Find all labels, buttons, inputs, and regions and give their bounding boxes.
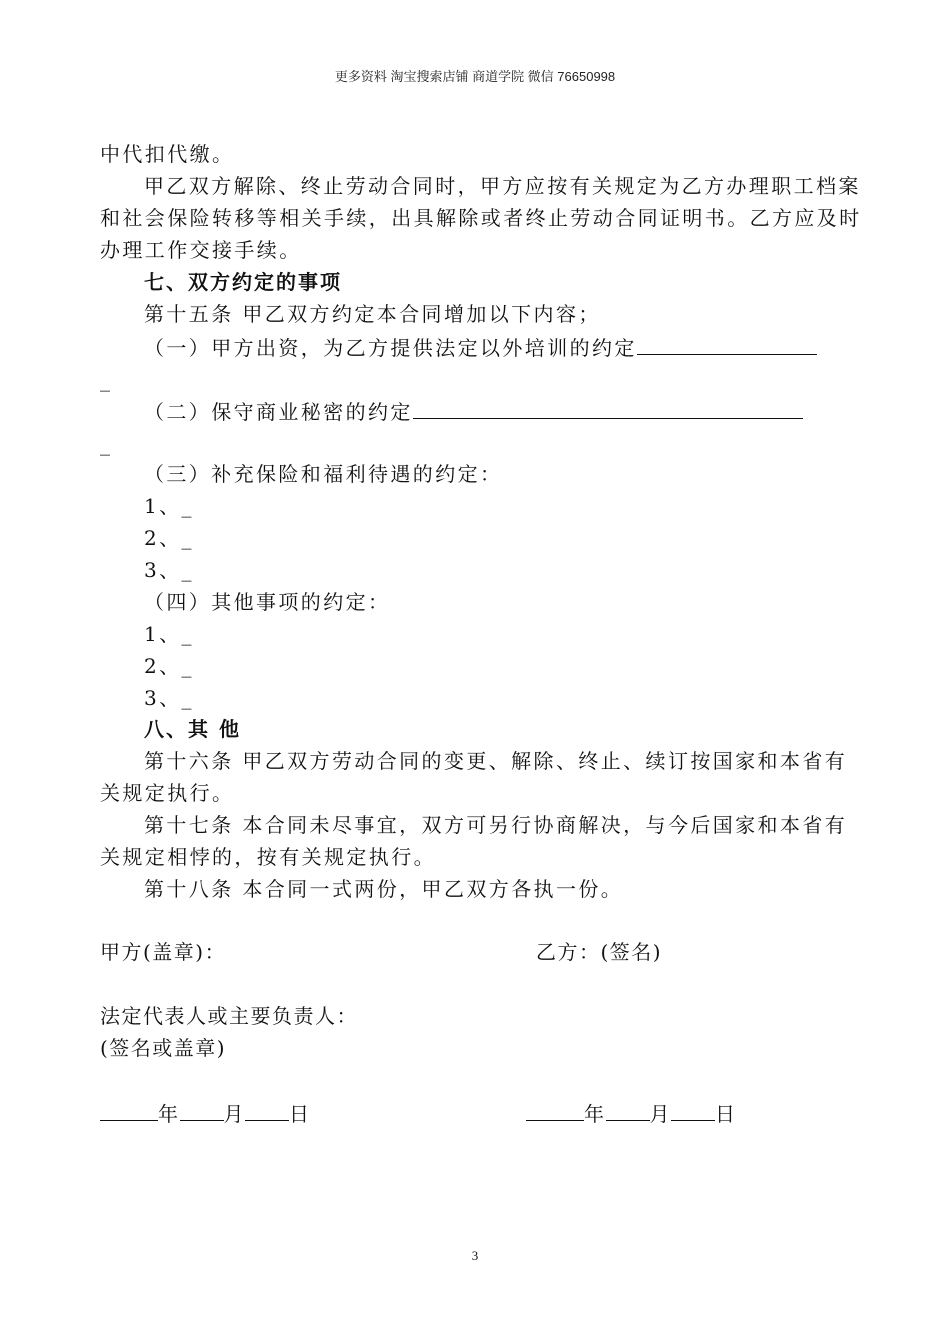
clause-2-text: （二）保守商业秘密的约定 bbox=[144, 400, 413, 424]
year-blank[interactable] bbox=[100, 1100, 158, 1121]
article-15: 第十五条 甲乙双方约定本合同增加以下内容； bbox=[144, 302, 601, 326]
fill-blank[interactable] bbox=[637, 334, 817, 355]
list-item: 3、_ bbox=[144, 686, 194, 710]
continuation-blank: _ bbox=[100, 368, 113, 392]
legal-rep-label: 法定代表人或主要负责人： bbox=[100, 1004, 358, 1028]
list-item: 1、_ bbox=[144, 622, 194, 646]
body-line: 中代扣代缴。 bbox=[100, 142, 235, 166]
article-18: 第十八条 本合同一式两份，甲乙双方各执一份。 bbox=[144, 877, 624, 901]
month-blank[interactable] bbox=[180, 1100, 224, 1121]
day-label: 日 bbox=[289, 1102, 311, 1126]
list-item: 1、_ bbox=[144, 494, 194, 518]
day-blank[interactable] bbox=[671, 1100, 715, 1121]
section-heading: 八、其 他 bbox=[144, 717, 241, 741]
article-17-cont: 关规定相悖的，按有关规定执行。 bbox=[100, 845, 436, 869]
list-item: 2、_ bbox=[144, 526, 194, 550]
fill-blank[interactable] bbox=[413, 398, 803, 419]
page-number: 3 bbox=[471, 1248, 479, 1263]
section-heading: 七、双方约定的事项 bbox=[144, 270, 342, 294]
month-label: 月 bbox=[649, 1102, 671, 1126]
list-item: 2、_ bbox=[144, 654, 194, 678]
body-line: 和社会保险转移等相关手续，出具解除或者终止劳动合同证明书。乙方应及时 bbox=[100, 206, 862, 230]
year-blank[interactable] bbox=[526, 1100, 584, 1121]
month-blank[interactable] bbox=[606, 1100, 650, 1121]
article-16: 第十六条 甲乙双方劳动合同的变更、解除、终止、续订按国家和本省有 bbox=[144, 749, 848, 773]
clause-2 bbox=[144, 398, 803, 424]
list-item: 3、_ bbox=[144, 558, 194, 582]
continuation-blank: _ bbox=[100, 432, 113, 456]
day-blank[interactable] bbox=[245, 1100, 289, 1121]
party-a-label: 甲方(盖章)： bbox=[100, 940, 227, 964]
clause-4: （四）其他事项的约定： bbox=[144, 590, 391, 614]
date-party-b bbox=[526, 1100, 737, 1126]
sign-note: (签名或盖章) bbox=[100, 1036, 227, 1060]
day-label: 日 bbox=[715, 1102, 737, 1126]
article-16-cont: 关规定执行。 bbox=[100, 781, 235, 805]
party-b-label: 乙方：(签名) bbox=[536, 940, 663, 964]
body-line: 办理工作交接手续。 bbox=[100, 238, 302, 262]
year-label: 年 bbox=[584, 1102, 606, 1126]
body-line: 甲乙双方解除、终止劳动合同时，甲方应按有关规定为乙方办理职工档案 bbox=[144, 174, 861, 198]
article-17: 第十七条 本合同未尽事宜，双方可另行协商解决，与今后国家和本省有 bbox=[144, 813, 848, 837]
date-party-a bbox=[100, 1100, 311, 1126]
clause-1-text: （一）甲方出资，为乙方提供法定以外培训的约定 bbox=[144, 336, 637, 360]
clause-3: （三）补充保险和福利待遇的约定： bbox=[144, 462, 503, 486]
clause-1 bbox=[144, 334, 817, 360]
page-header: 更多资料 淘宝搜索店铺 商道学院 微信 76650998 bbox=[334, 69, 616, 84]
month-label: 月 bbox=[223, 1102, 245, 1126]
year-label: 年 bbox=[158, 1102, 180, 1126]
